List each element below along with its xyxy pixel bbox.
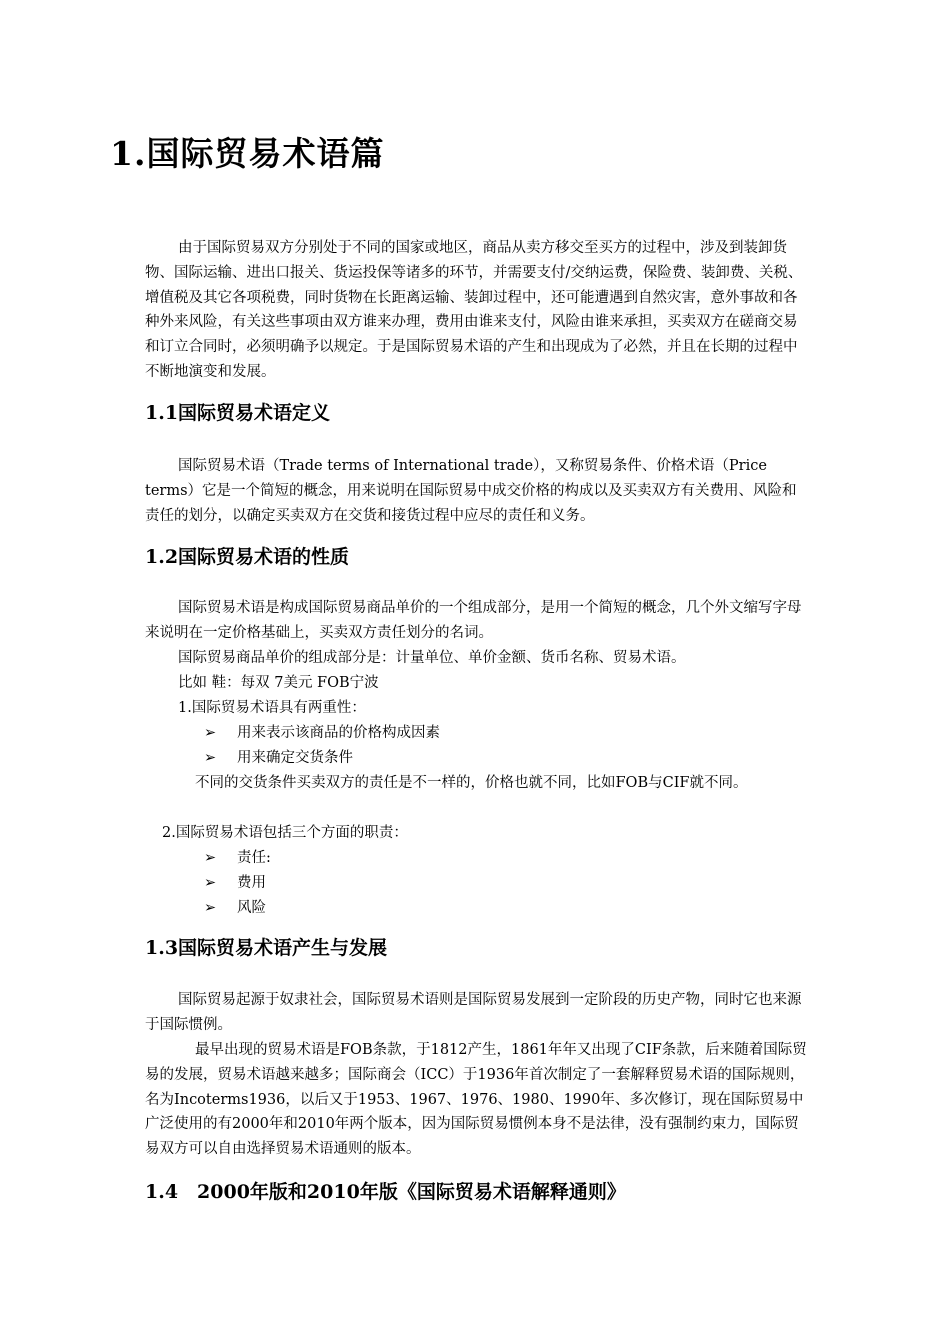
arrow-bullet-icon: ➢	[204, 750, 217, 766]
responsibilities-line: 2.国际贸易术语包括三个方面的职责：	[162, 825, 408, 841]
history-paragraph: 最早出现的贸易术语是FOB条款，于1812产生，1861年年又出现了CIF条款，后来随着国际贸易的发展，贸易术语越来越多；国际商会（ICC）于1936年首次制定了一套解释贸易术语的国际规则，名为Incoterms1936，以后又于1953、1967、1976、1980、1990年、多次修订，现在国际贸易中广泛使用的有2000年和2010年两个版本，因为国际贸易惯例本身不是法律，没有强制约束力，国际贸易双方可以自由选择贸易术语通则的版本。	[145, 1042, 807, 1158]
list-item	[204, 896, 266, 921]
section-heading-1-4: 1.4 2000年版和2010年版《国际贸易术语解释通则》	[145, 1181, 626, 1203]
list-item	[204, 746, 353, 771]
section-heading-1-3: 1.3国际贸易术语产生与发展	[145, 937, 388, 959]
list-item-text: 责任:	[237, 850, 271, 866]
list-item-text: 风险	[237, 900, 266, 916]
list-item	[204, 871, 266, 896]
definition-paragraph: 国际贸易术语（Trade terms of International trade），又称贸易条件、价格术语（Price terms）它是一个简短的概念，用来说明在国际贸易中成交价格的构成以及买卖双方有关费用、风险和责任的划分，以确定买卖双方在交货和接货过程中应尽的责任和义务。	[145, 458, 797, 524]
section-heading-1-2: 1.2国际贸易术语的性质	[145, 546, 350, 568]
duality-line: 1.国际贸易术语具有两重性：	[178, 700, 366, 716]
delivery-terms-paragraph: 不同的交货条件买卖双方的责任是不一样的，价格也就不同，比如FOB与CIF就不同。	[195, 775, 748, 791]
arrow-bullet-icon: ➢	[204, 850, 217, 866]
section-heading-1-1: 1.1国际贸易术语定义	[145, 402, 331, 424]
nature-paragraph: 国际贸易术语是构成国际贸易商品单价的一个组成部分，是用一个简短的概念，几个外文缩写字母来说明在一定价格基础上，买卖双方责任划分的名词。	[145, 600, 802, 641]
arrow-bullet-icon: ➢	[204, 900, 217, 916]
price-components-line: 国际贸易商品单价的组成部分是：计量单位、单价金额、货币名称、贸易术语。	[178, 650, 686, 666]
page-title: 1.国际贸易术语篇	[110, 134, 385, 173]
list-item	[204, 846, 271, 871]
arrow-bullet-icon: ➢	[204, 725, 217, 741]
intro-paragraph: 由于国际贸易双方分别处于不同的国家或地区，商品从卖方移交至买方的过程中，涉及到装卸货物、国际运输、进出口报关、货运投保等诸多的环节，并需要支付/交纳运费，保险费、装卸费、关税、增值税及其它各项税费，同时货物在长距离运输、装卸过程中，还可能遭遇到自然灾害，意外事故和各种外来风险，有关这些事项由双方谁来办理，费用由谁来支付，风险由谁来承担，买卖双方在磋商交易和订立合同时，必须明确予以规定。于是国际贸易术语的产生和出现成为了必然，并且在长期的过程中不断地演变和发展。	[145, 240, 803, 380]
list-item-text: 用来确定交货条件	[237, 750, 353, 766]
list-item	[204, 721, 440, 746]
arrow-bullet-icon: ➢	[204, 875, 217, 891]
list-item-text: 费用	[237, 875, 266, 891]
list-item-text: 用来表示该商品的价格构成因素	[237, 725, 440, 741]
example-line: 比如 鞋：每双 7美元 FOB宁波	[178, 675, 379, 691]
origin-paragraph: 国际贸易起源于奴隶社会，国际贸易术语则是国际贸易发展到一定阶段的历史产物，同时它也来源于国际惯例。	[145, 992, 802, 1033]
